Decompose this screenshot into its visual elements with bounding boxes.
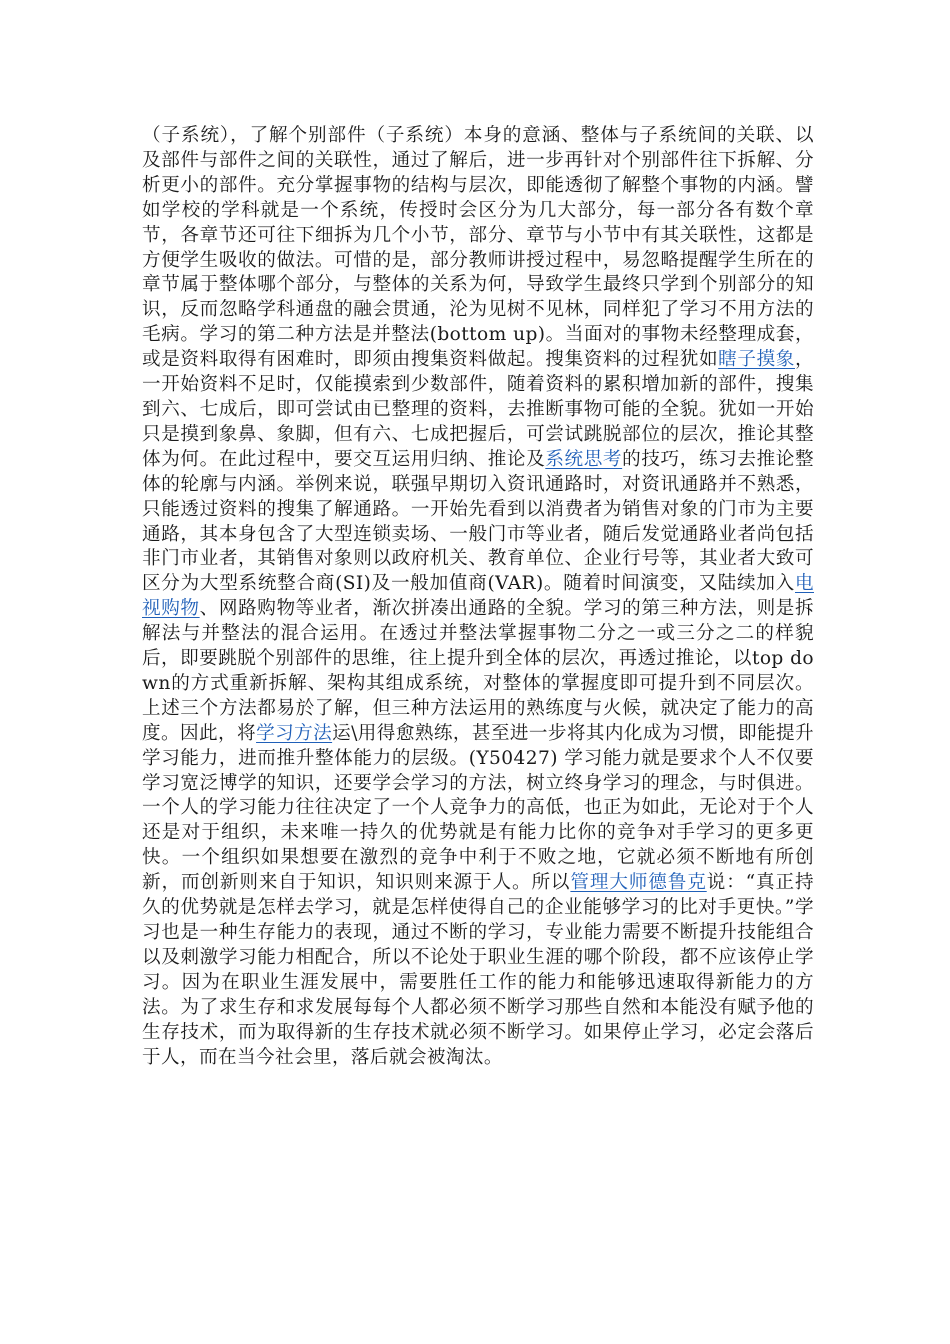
paragraph-text: 运\用得愈熟练，甚至进一步将其内化成为习惯，即能提升学习能力，进而推升整体能力的层级。(Y50427) 学习能力就是要求个人不仅要学习宽泛博学的知识，还要学会学习的方法，树立终身学习的理念，与时俱进。一个人的学习能力往往决定了一个人竞争力的高低，也正为如此，无论对于个人还是对于组织，未来唯一持久的优势就是有能力比你的竞争对手学习的更多更快。一个组织如果想要在激烈的竞争中利于不败之地，它就必须不断地有所创新，而创新则来自于知识，知识则来源于人。所以 [142, 722, 814, 894]
link-learning-methods[interactable]: 学习方法 [256, 722, 333, 744]
paragraph-text: 、网路购物等业者，渐次拼凑出通路的全貌。学习的第三种方法，则是拆解法与并整法的混合运用。在透过并整法掌握事物二分之一或三分之二的样貌后，即要跳脱个别部件的思维，往上提升到全体的层次，再透过推论，以top down的方式重新拆解、架构其组成系统，对整体的掌握度即可提升到不同层次。上述三个方法都易於了解，但三种方法运用的熟练度与火候，就决定了能力的高度。因此，将 [142, 598, 814, 744]
paragraph-text: 的技巧，练习去推论整体的轮廓与内涵。举例来说，联强早期切入资讯通路时，对资讯通路并不熟悉，只能透过资料的搜集了解通路。一开始先看到以消费者为销售对象的门市为主要通路，其本身包含了大型连锁卖场、一般门市等业者，随后发觉通路业者尚包括非门市业者，其销售对象则以政府机关、教育单位、企业行号等，其业者大致可区分为大型系统整合商(SI)及一般加值商(VAR)。随着时间演变，又陆续加入 [142, 448, 814, 595]
paragraph-text: ，一开始资料不足时，仅能摸索到少数部件，随着资料的累积增加新的部件，搜集到六、七成后，即可尝试由已整理的资料，去推断事物可能的全貌。犹如一开始只是摸到象鼻、象脚，但有六、七成把握后，可尝试跳脱部位的层次，推论其整体为何。在此过程中，要交互运用归纳、推论及 [142, 349, 814, 470]
paragraph-text: （子系统），了解个别部件（子系统）本身的意涵、整体与子系统间的关联、以及部件与部件之间的关联性，通过了解后，进一步再针对个别部件往下拆解、分析更小的部件。充分掌握事物的结构与层次，即能透彻了解整个事物的内涵。譬如学校的学科就是一个系统，传授时会区分为几大部分，每一部分各有数个章节，各章节还可往下细拆为几个小节，部分、章节与小节中有其关联性，这都是方便学生吸收的做法。可惜的是，部分教师讲授过程中，易忽略提醒学生所在的章节属于整体哪个部分，与整体的关系为何，导致学生最终只学到个别部分的知识，反而忽略学科通盘的融会贯通，沦为见树不见林，同样犯了学习不用方法的毛病。学习的第二种方法是并整法(bottom up)。当面对的事物未经整理成套，或是资料取得有困难时，即须由搜集资料做起。搜集资料的过程犹如 [142, 125, 814, 371]
link-blind-men-elephant[interactable]: 瞎子摸象 [718, 349, 795, 371]
paragraph-text: 说：“真正持久的优势就是怎样去学习，就是怎样使得自己的企业能够学习的比对手更快。”学习也是一种生存能力的表现，通过不断的学习，专业能力需要不断提升技能组合以及刺激学习能力相配合，所以不论处于职业生涯的哪个阶段，都不应该停止学习。因为在职业生涯发展中，需要胜任工作的能力和能够迅速取得新能力的方法。为了求生存和求发展每每个人都必须不断学习那些自然和本能没有赋予他的生存技术，而为取得新的生存技术就必须不断学习。如果停止学习，必定会落后于人，而在当今社会里，落后就会被淘汰。 [142, 872, 814, 1068]
link-tv-shopping[interactable]: 电视购物 [142, 573, 814, 620]
link-systems-thinking[interactable]: 系统思考 [545, 448, 623, 470]
link-drucker[interactable]: 管理大师德鲁克 [570, 872, 707, 894]
body-paragraph [142, 124, 814, 1070]
